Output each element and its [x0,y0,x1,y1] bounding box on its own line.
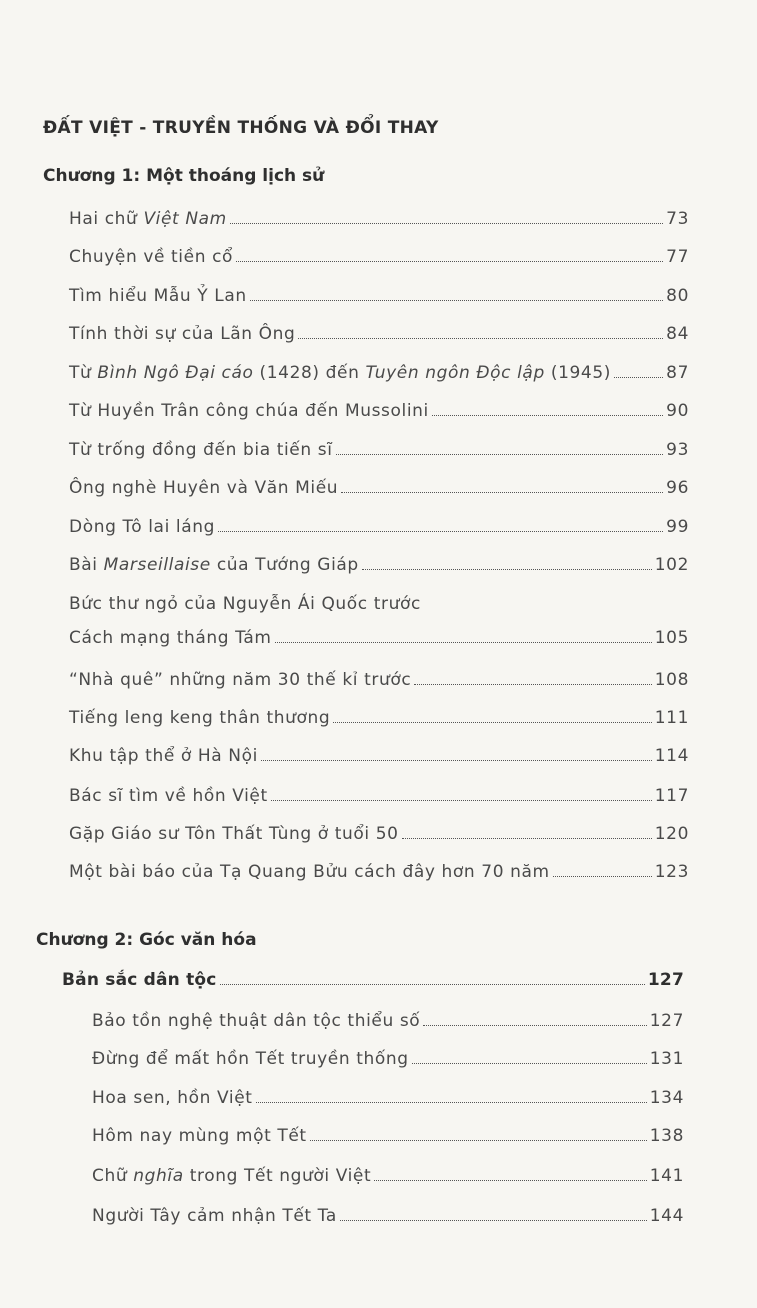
entry-title [69,401,429,421]
leader-dots [432,415,663,416]
leader-dots [374,1180,646,1181]
leader-dots [271,800,652,801]
page-number: 105 [654,628,689,648]
entry-title [69,209,227,229]
leader-dots [414,684,651,685]
leader-dots [362,569,652,570]
toc-entry[interactable] [69,858,689,882]
page-number: 127 [649,1011,684,1031]
toc-entry[interactable] [69,359,689,383]
entry-title-text: Hoa sen, hồn Việt [92,1088,253,1108]
entry-title-text: Bảo tồn nghệ thuật dân tộc thiểu số [92,1011,421,1031]
page-number: 141 [649,1166,684,1186]
leader-dots [310,1140,647,1141]
page-number: 90 [666,401,689,421]
leader-dots [423,1025,646,1026]
toc-entry[interactable] [69,282,689,306]
entry-title [69,517,215,537]
entry-title [92,1049,409,1069]
entry-title [69,824,399,844]
entry-title-text: Gặp Giáo sư Tôn Thất Tùng ở tuổi 50 [69,824,399,844]
entry-title [69,708,330,728]
leader-dots [333,722,652,723]
toc-entry[interactable] [69,243,689,267]
entry-title-text: trong Tết người Việt [183,1166,372,1186]
page-number: 134 [649,1088,684,1108]
entry-title [69,786,268,806]
entry-title-text: Chuyện về tiền cổ [69,247,234,267]
leader-dots [256,1102,647,1103]
toc-entry[interactable] [69,320,689,344]
page-number: 123 [654,862,689,882]
toc-entry[interactable] [69,436,689,460]
page-number: 93 [666,440,689,460]
entry-title [69,555,359,575]
entry-title [92,1166,371,1186]
entry-title-text: Từ trống đồng đến bia tiến sĩ [69,440,333,460]
toc-entry[interactable] [69,666,689,690]
entry-title-text: Bác sĩ tìm về hồn Việt [69,786,268,806]
entry-title [69,670,411,690]
entry-title [92,1126,307,1146]
entry-title [69,478,338,498]
entry-title-text: của Tướng Giáp [210,555,359,575]
entry-title-text: Tính thời sự của Lãn Ông [69,324,296,344]
chapter-1-title: Chương 1: Một thoáng lịch sử [43,166,325,186]
entry-title-text: (1428) đến [253,363,366,383]
entry-title-text: Hai chữ [69,209,144,229]
section-label: Bản sắc dân tộc [62,970,217,990]
entry-title-text: Một bài báo của Tạ Quang Bửu cách đây hơn 70 năm [69,862,550,882]
leader-dots [298,338,663,339]
toc-entry[interactable] [92,1045,684,1069]
leader-dots [614,377,663,378]
toc-entry[interactable] [92,1007,684,1031]
toc-entry[interactable] [69,782,689,806]
entry-title [69,247,233,267]
entry-title-text: “Nhà quê” những năm 30 thế kỉ trước [69,670,412,690]
page-number: 120 [654,824,689,844]
toc-entry[interactable] [69,205,689,229]
entry-title-text: Từ [69,363,98,383]
toc-entry[interactable] [69,551,689,575]
entry-title-text: Tiếng leng keng thân thương [69,708,331,728]
entry-title-italic: nghĩa [133,1166,184,1186]
entry-title-text: Bức thư ngỏ của Nguyễn Ái Quốc trước [69,594,421,614]
page-number: 111 [654,708,689,728]
entry-title-italic: Tuyên ngôn Độc lập [365,363,545,383]
toc-entry[interactable] [92,1122,684,1146]
entry-title-text: Đừng để mất hồn Tết truyền thống [92,1049,409,1069]
page-number: 117 [654,786,689,806]
chapter-2-title: Chương 2: Góc văn hóa [36,930,257,950]
leader-dots [336,454,664,455]
entry-title-text: Cách mạng tháng Tám [69,628,272,648]
page-number: 138 [649,1126,684,1146]
entry-title [92,1088,253,1108]
leader-dots [340,1220,647,1221]
page-number: 102 [654,555,689,575]
entry-title [92,1206,337,1226]
leader-dots [218,531,663,532]
entry-title-italic: Bình Ngô Đại cáo [97,363,254,383]
entry-title-text: Tìm hiểu Mẫu Ỷ Lan [69,286,247,306]
toc-entry[interactable] [69,742,689,766]
entry-title-text: Chữ [92,1166,134,1186]
entry-title [69,324,295,344]
toc-entry[interactable] [69,624,689,648]
entry-title [69,363,611,383]
leader-dots [261,760,652,761]
page-number: 99 [666,517,689,537]
leader-dots [553,876,652,877]
page-number: 131 [649,1049,684,1069]
page-number: 80 [666,286,689,306]
toc-entry[interactable] [69,590,689,614]
entry-title-text: Người Tây cảm nhận Tết Ta [92,1206,337,1226]
leader-dots [275,642,652,643]
leader-dots [230,223,663,224]
page-number: 87 [666,363,689,383]
page-number: 96 [666,478,689,498]
leader-dots [412,1063,647,1064]
leader-dots [236,261,663,262]
entry-title-italic: Marseillaise [103,555,211,575]
toc-entry[interactable] [69,397,689,421]
leader-dots [220,984,645,985]
page-number: 77 [666,247,689,267]
leader-dots [341,492,663,493]
toc-section-ban-sac-dan-toc[interactable] [62,966,684,990]
toc-entry[interactable] [69,704,689,728]
toc-entry[interactable] [69,474,689,498]
entry-title-text: Khu tập thể ở Hà Nội [69,746,258,766]
entry-title [69,594,421,614]
page-number: 108 [654,670,689,690]
entry-title [69,746,258,766]
entry-title [69,286,247,306]
entry-title [92,1011,420,1031]
page-number: 144 [649,1206,684,1226]
entry-title-text: Dòng Tô lai láng [69,517,215,537]
entry-title [69,628,272,648]
entry-title-italic: Việt Nam [143,209,227,229]
toc-entry[interactable] [92,1084,684,1108]
entry-title-text: Từ Huyền Trân công chúa đến Mussolini [69,401,429,421]
entry-title-text: (1945) [544,363,611,383]
toc-entry[interactable] [69,513,689,537]
entry-title [69,440,333,460]
entry-title-text: Hôm nay mùng một Tết [92,1126,307,1146]
toc-entry[interactable] [92,1202,684,1226]
page-number: 114 [654,746,689,766]
entry-title-text: Bài [69,555,104,575]
part-title: ĐẤT VIỆT - TRUYỀN THỐNG VÀ ĐỔI THAY [43,118,439,138]
entry-title [69,862,550,882]
page-number: 84 [666,324,689,344]
toc-entry[interactable] [69,820,689,844]
leader-dots [250,300,663,301]
page-number: 127 [647,970,684,990]
toc-entry[interactable] [92,1162,684,1186]
leader-dots [402,838,652,839]
entry-title-text: Ông nghè Huyên và Văn Miếu [69,478,339,498]
page-number: 73 [666,209,689,229]
